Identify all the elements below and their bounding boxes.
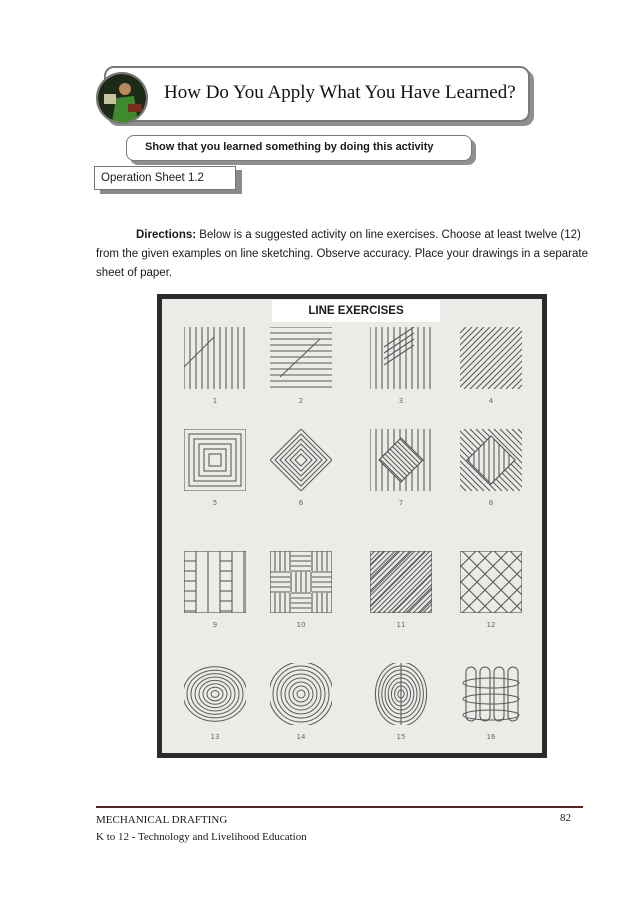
panel-number-11: 11 [396,621,406,629]
exercise-panel-1 [184,327,244,389]
exercise-panel-11 [308,551,490,613]
subtitle-banner [126,135,472,161]
footer-program: K to 12 - Technology and Livelihood Education [96,831,307,843]
panel-number-10: 10 [296,621,306,629]
exercise-panel-9 [184,551,246,613]
exercise-panel-5 [184,429,246,491]
panel-number-3: 3 [398,397,404,405]
panel-number-8: 8 [488,499,494,507]
panel-number-7: 7 [398,499,404,507]
exercise-panel-7 [370,429,430,491]
exercise-panel-16 [463,667,519,721]
panel-number-5: 5 [212,499,218,507]
figure-title: LINE EXERCISES [272,300,440,322]
exercise-panel-2 [270,327,332,387]
exercise-panel-14 [269,662,333,726]
panel-number-4: 4 [488,397,494,405]
subtitle-text: Show that you learned something by doing this activity [145,141,434,153]
panel-number-12: 12 [486,621,496,629]
footer-rule [96,806,583,808]
exercise-panel-10 [270,551,332,613]
exercise-panel-4 [398,327,542,389]
line-exercises-figure [157,294,547,758]
exercise-panel-3 [370,327,430,389]
panel-number-16: 16 [486,733,496,741]
banner-title: How Do You Apply What You Have Learned? [164,82,516,103]
panel-number-2: 2 [298,397,304,405]
panel-number-6: 6 [298,499,304,507]
line-exercises-drawing [162,299,542,753]
directions-label: Directions: [136,229,197,241]
panel-number-15: 15 [396,733,406,741]
exercise-panel-6 [270,429,332,491]
panel-number-9: 9 [212,621,218,629]
sketch-sheet [162,299,542,753]
panel-number-14: 14 [296,733,306,741]
footer-left [96,812,307,846]
title-banner [104,66,530,122]
operation-sheet-box [94,166,236,190]
operation-sheet-label: Operation Sheet 1.2 [101,172,204,184]
page-number: 82 [560,812,571,824]
exercise-panel-15 [375,662,426,726]
teacher-logo-icon [96,72,148,124]
directions-text: Below is a suggested activity on line exercises. Choose at least twelve (12) from the given examples on line sketching. Observe accuracy. Place your drawings in a separate sheet of paper. [96,229,588,279]
directions-paragraph [96,226,601,283]
panel-number-13: 13 [210,733,220,741]
panel-number-1: 1 [212,397,218,405]
footer-course: MECHANICAL DRAFTING [96,814,228,826]
exercise-panel-13 [183,667,247,721]
